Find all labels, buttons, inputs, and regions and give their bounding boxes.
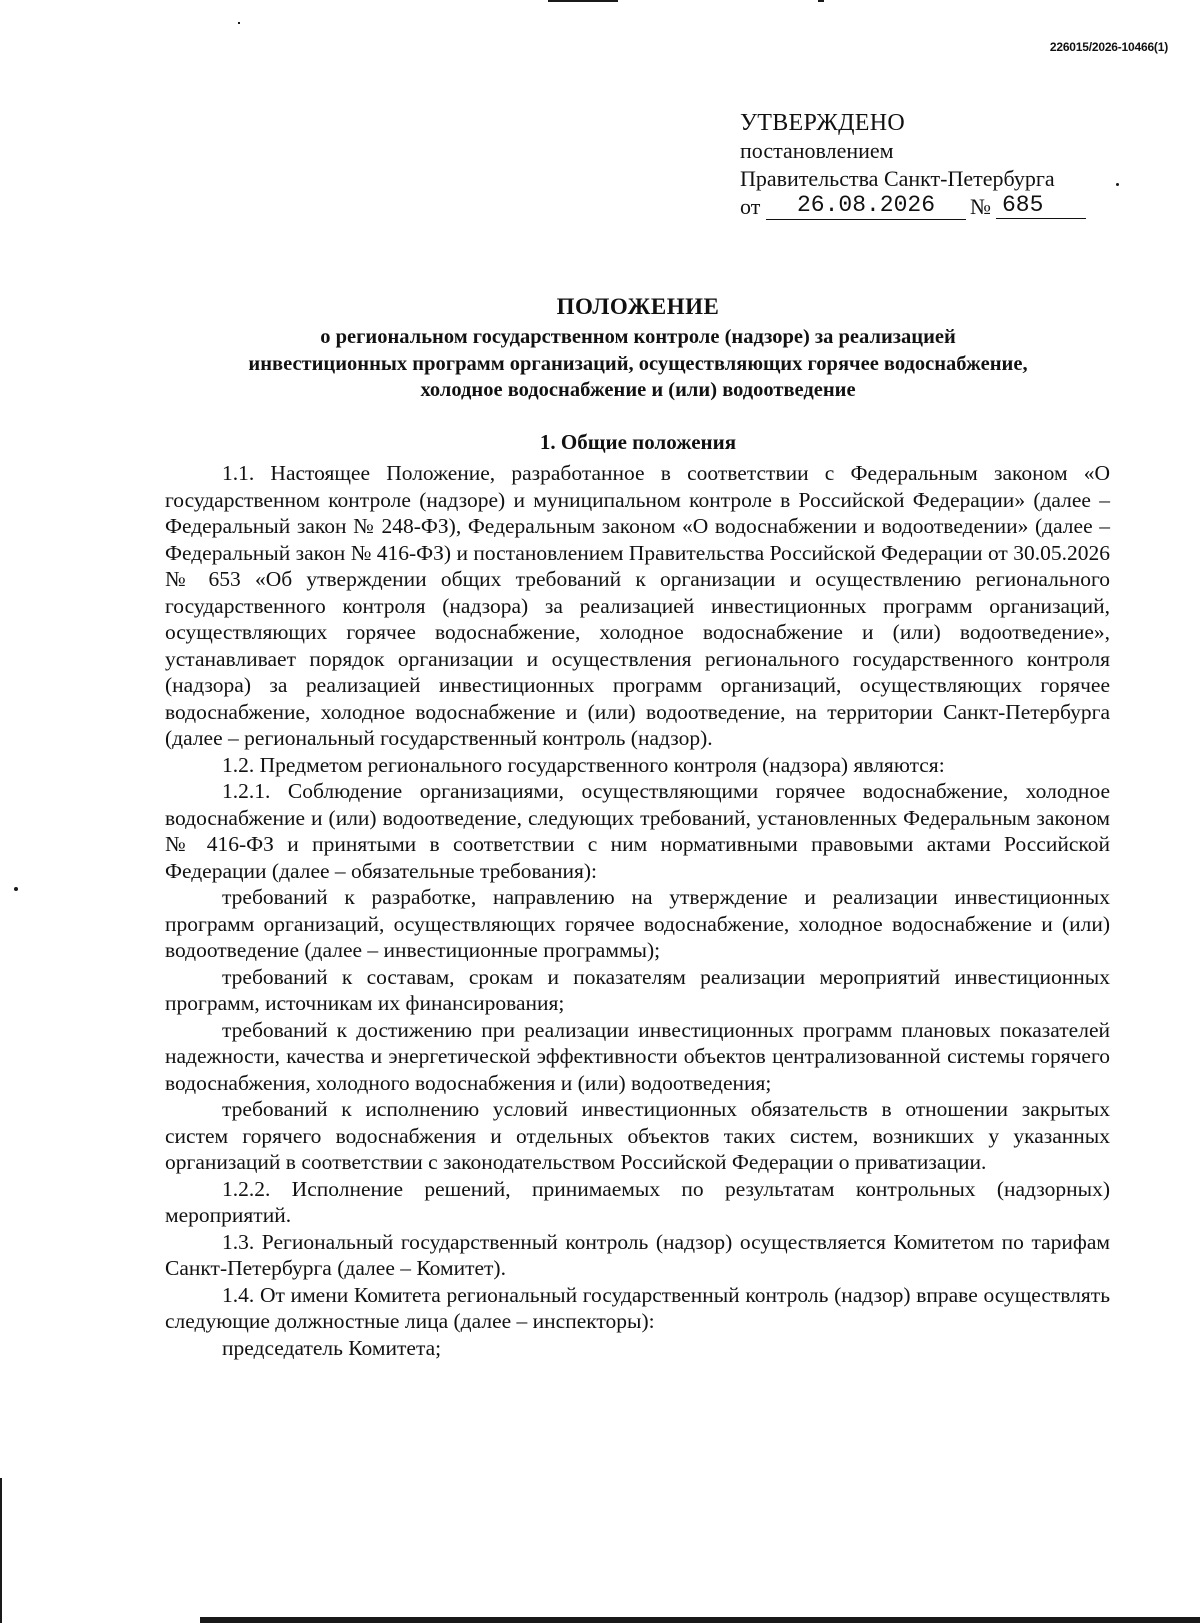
date-prefix: от (740, 194, 761, 219)
paragraph: требований к разработке, направлению на утверждение и реализации инвестиционных программ организаций, осуществляющих горячее водоснабжение, холодное водоснабжение и (или) водоотведение (далее – инвестиционные программы); (165, 885, 1110, 962)
paragraph: председатель Комитета; (222, 1335, 442, 1360)
paragraph: 1.1. Настоящее Положение, разработанное в соответствии с Федеральным законом «О государственном контроле (надзоре) и муниципальном контроле в Российской Федерации» (далее – Федеральный закон № 248-ФЗ), Федеральным законом «О водоснабжении и водоотведении» (далее – Федеральный закон № 416-ФЗ) и постановлением Правительства Российской Федерации от 30.05.2026 № 653 «Об утверждении общих требований к организации и осуществлению регионального государственного контроля (надзора) за реализацией инвестиционных программ организаций, осуществляющих горячее водоснабжение, холодное водоснабжение и (или) водоотведение», устанавливает порядок организации и осуществления регионального государственного контроля (надзора) за реализацией инвестиционных программ организаций, осуществляющих горячее водоснабжение, холодное водоснабжение и (или) водоотведение, на территории Санкт-Петербурга (далее – региональный государственный контроль (надзор). (165, 461, 1110, 750)
paragraph: 1.2.1. Соблюдение организациями, осуществляющими горячее водоснабжение, холодное водоснабжение и (или) водоотведение, следующих требований, установленных Федеральным законом № 416-ФЗ и принятыми в соответствии с ним нормативными правовыми актами Российской Федерации (далее – обязательные требования): (165, 779, 1110, 883)
paragraph: 1.2.2. Исполнение решений, принимаемых по результатам контрольных (надзорных) мероприятий. (165, 1176, 1110, 1227)
paragraph: требований к исполнению условий инвестиционных обязательств в отношении закрытых систем горячего водоснабжения и отдельных объектов таких систем, возникших у указанных организаций в соответствии с законодательством Российской Федерации о приватизации. (165, 1097, 1110, 1174)
section-heading: 1. Общие положения (539, 430, 737, 454)
scan-artifact (238, 22, 240, 24)
approval-line: Правительства Санкт-Петербурга (740, 166, 1055, 191)
approval-line: постановлением (740, 138, 894, 163)
paragraph: 1.2. Предметом регионального государственного контроля (надзора) являются: (222, 752, 945, 777)
paragraph: 1.3. Региональный государственный контроль (надзор) осуществляется Комитетом по тарифам Санкт-Петербурга (далее – Комитет). (165, 1229, 1110, 1280)
scan-artifact (200, 1617, 1200, 1623)
registration-number: 226015/2026-10466(1) (1049, 40, 1168, 54)
document-body (165, 460, 1110, 1361)
scan-artifact (818, 0, 824, 2)
subtitle-line: холодное водоснабжение и (или) водоотведение (420, 379, 856, 401)
number-prefix: № (970, 194, 991, 219)
scan-artifact (14, 887, 18, 891)
approval-title: УТВЕРЖДЕНО (740, 110, 906, 136)
scan-artifact (0, 1478, 2, 1623)
document-subtitle (150, 324, 1126, 404)
paragraph: 1.4. От имени Комитета региональный государственный контроль (надзор) вправе осуществлять следующие должностные лица (далее – инспекторы): (165, 1282, 1110, 1333)
scan-artifact (548, 0, 618, 2)
approval-number: 685 (996, 193, 1086, 219)
approval-stamp-block (740, 109, 1150, 221)
approval-date: 26.08.2026 (766, 193, 966, 220)
subtitle-line: о региональном государственном контроле (надзоре) за реализацией (320, 326, 956, 348)
document-title: ПОЛОЖЕНИЕ (556, 294, 720, 319)
paragraph: требований к составам, срокам и показателям реализации мероприятий инвестиционных программ, источникам их финансирования; (165, 964, 1110, 1015)
paragraph: требований к достижению при реализации инвестиционных программ плановых показателей надежности, качества и энергетической эффективности объектов централизованной системы горячего водоснабжения, холодного водоснабжения и (или) водоотведения; (165, 1017, 1110, 1095)
subtitle-line: инвестиционных программ организаций, осуществляющих горячее водоснабжение, (248, 352, 1028, 375)
approval-date-line (740, 193, 1150, 221)
